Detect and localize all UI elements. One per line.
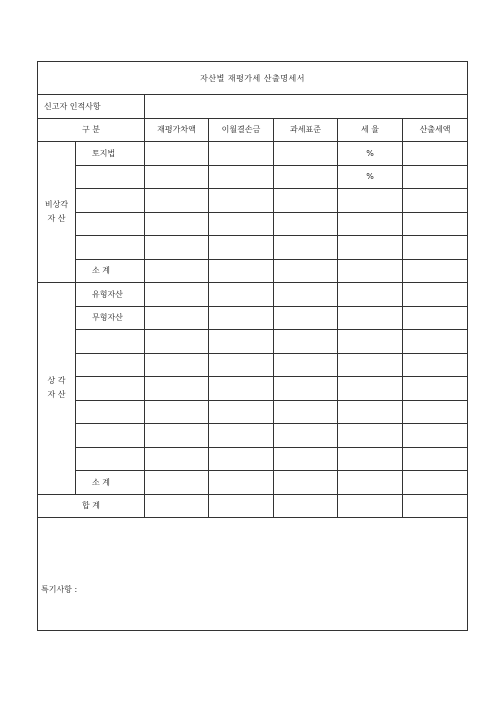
cell-input[interactable] <box>145 424 209 448</box>
cell-input[interactable] <box>76 353 145 377</box>
table-row <box>38 424 468 448</box>
cell-input[interactable] <box>145 259 209 283</box>
cell-input[interactable] <box>338 306 403 330</box>
cell-input[interactable] <box>145 330 209 354</box>
cell-input[interactable] <box>403 259 468 283</box>
cell-input[interactable] <box>274 447 338 471</box>
cell-input[interactable] <box>338 471 403 495</box>
reporter-info-label: 신고자 인적사항 <box>38 95 145 119</box>
cell-input[interactable] <box>209 400 274 424</box>
table-row <box>38 189 468 213</box>
item-tangible-assets: 유형자산 <box>76 283 145 307</box>
cell-input[interactable] <box>76 236 145 260</box>
cell-input[interactable] <box>338 330 403 354</box>
cell-input[interactable] <box>145 283 209 307</box>
header-computed-tax: 산출세액 <box>403 118 468 142</box>
cell-input[interactable] <box>338 283 403 307</box>
cell-input[interactable] <box>145 189 209 213</box>
cell-input[interactable] <box>338 424 403 448</box>
cell-input[interactable] <box>76 377 145 401</box>
cell-input[interactable] <box>274 236 338 260</box>
cell-input[interactable] <box>403 142 468 166</box>
cell-input[interactable] <box>338 494 403 518</box>
cell-input[interactable] <box>338 259 403 283</box>
cell-input[interactable] <box>403 471 468 495</box>
non-depreciable-label-line1: 비상각 <box>44 200 69 209</box>
cell-input[interactable] <box>145 165 209 189</box>
cell-input[interactable] <box>209 142 274 166</box>
form-title: 자산별 재평가세 산출명세서 <box>38 62 468 95</box>
percent-cell: % <box>338 142 403 166</box>
cell-input[interactable] <box>145 212 209 236</box>
cell-input[interactable] <box>403 400 468 424</box>
item-intangible-assets: 무형자산 <box>76 306 145 330</box>
cell-input[interactable] <box>274 259 338 283</box>
header-carried-loss: 이월결손금 <box>209 118 274 142</box>
cell-input[interactable] <box>76 189 145 213</box>
table-row <box>38 212 468 236</box>
cell-input[interactable] <box>403 447 468 471</box>
cell-input[interactable] <box>338 189 403 213</box>
revaluation-tax-form <box>37 61 467 631</box>
cell-input[interactable] <box>145 142 209 166</box>
cell-input[interactable] <box>145 306 209 330</box>
cell-input[interactable] <box>338 353 403 377</box>
cell-input[interactable] <box>274 212 338 236</box>
table-row <box>38 353 468 377</box>
cell-input[interactable] <box>76 165 145 189</box>
cell-input[interactable] <box>209 447 274 471</box>
cell-input[interactable] <box>209 259 274 283</box>
cell-input[interactable] <box>338 400 403 424</box>
cell-input[interactable] <box>145 236 209 260</box>
table-row <box>38 236 468 260</box>
cell-input[interactable] <box>145 494 209 518</box>
depreciable-subtotal-label: 소 계 <box>76 471 145 495</box>
cell-input[interactable] <box>209 236 274 260</box>
cell-input[interactable] <box>76 424 145 448</box>
cell-input[interactable] <box>76 212 145 236</box>
cell-input[interactable] <box>209 306 274 330</box>
header-row <box>38 118 468 142</box>
percent-cell: % <box>338 165 403 189</box>
cell-input[interactable] <box>274 400 338 424</box>
depreciable-label-line2: 자 산 <box>47 390 66 400</box>
cell-input[interactable] <box>338 447 403 471</box>
cell-input[interactable] <box>145 377 209 401</box>
cell-input[interactable] <box>76 330 145 354</box>
cell-input[interactable] <box>209 212 274 236</box>
cell-input[interactable] <box>403 236 468 260</box>
header-tax-base: 과세표준 <box>274 118 338 142</box>
subtotal-row <box>38 471 468 495</box>
non-depreciable-label-line2: 자 산 <box>47 214 66 223</box>
cell-input[interactable] <box>403 283 468 307</box>
cell-input[interactable] <box>338 377 403 401</box>
cell-input[interactable] <box>76 400 145 424</box>
reporter-info-field[interactable] <box>145 95 468 119</box>
cell-input[interactable] <box>209 471 274 495</box>
cell-input[interactable] <box>403 494 468 518</box>
cell-input[interactable] <box>145 353 209 377</box>
cell-input[interactable] <box>145 471 209 495</box>
cell-input[interactable] <box>403 424 468 448</box>
cell-input[interactable] <box>76 447 145 471</box>
cell-input[interactable] <box>209 494 274 518</box>
notes-field[interactable] <box>38 518 468 631</box>
item-land: 토지법 <box>76 142 145 166</box>
header-revaluation-diff: 재평가차액 <box>145 118 209 142</box>
cell-input[interactable] <box>274 306 338 330</box>
cell-input[interactable] <box>209 283 274 307</box>
table-row <box>38 447 468 471</box>
cell-input[interactable] <box>274 142 338 166</box>
table-row <box>38 283 468 307</box>
cell-input[interactable] <box>209 377 274 401</box>
notes-label: 특기사항 : <box>41 584 78 594</box>
cell-input[interactable] <box>209 330 274 354</box>
table-row <box>38 165 468 189</box>
table-row <box>38 377 468 401</box>
cell-input[interactable] <box>274 494 338 518</box>
cell-input[interactable] <box>209 353 274 377</box>
cell-input[interactable] <box>274 283 338 307</box>
table-row <box>38 330 468 354</box>
cell-input[interactable] <box>274 353 338 377</box>
header-category: 구 분 <box>38 118 145 142</box>
cell-input[interactable] <box>274 165 338 189</box>
cell-input[interactable] <box>403 306 468 330</box>
cell-input[interactable] <box>274 189 338 213</box>
cell-input[interactable] <box>338 212 403 236</box>
cell-input[interactable] <box>145 400 209 424</box>
cell-input[interactable] <box>403 212 468 236</box>
total-label: 합 계 <box>38 494 145 518</box>
cell-input[interactable] <box>403 330 468 354</box>
header-tax-rate: 세 율 <box>338 118 403 142</box>
cell-input[interactable] <box>209 189 274 213</box>
depreciable-label-line1: 상 각 <box>47 376 66 386</box>
subtotal-row <box>38 259 468 283</box>
form-table <box>37 61 468 631</box>
depreciable-group-label <box>38 283 76 495</box>
table-row <box>38 400 468 424</box>
cell-input[interactable] <box>145 447 209 471</box>
table-row <box>38 306 468 330</box>
cell-input[interactable] <box>209 424 274 448</box>
cell-input[interactable] <box>403 165 468 189</box>
cell-input[interactable] <box>274 330 338 354</box>
cell-input[interactable] <box>403 189 468 213</box>
cell-input[interactable] <box>209 165 274 189</box>
non-depreciable-subtotal-label: 소 계 <box>76 259 145 283</box>
cell-input[interactable] <box>403 353 468 377</box>
cell-input[interactable] <box>274 471 338 495</box>
cell-input[interactable] <box>403 377 468 401</box>
table-row <box>38 142 468 166</box>
non-depreciable-group-label <box>38 142 76 283</box>
total-row <box>38 494 468 518</box>
cell-input[interactable] <box>338 236 403 260</box>
cell-input[interactable] <box>274 424 338 448</box>
cell-input[interactable] <box>274 377 338 401</box>
